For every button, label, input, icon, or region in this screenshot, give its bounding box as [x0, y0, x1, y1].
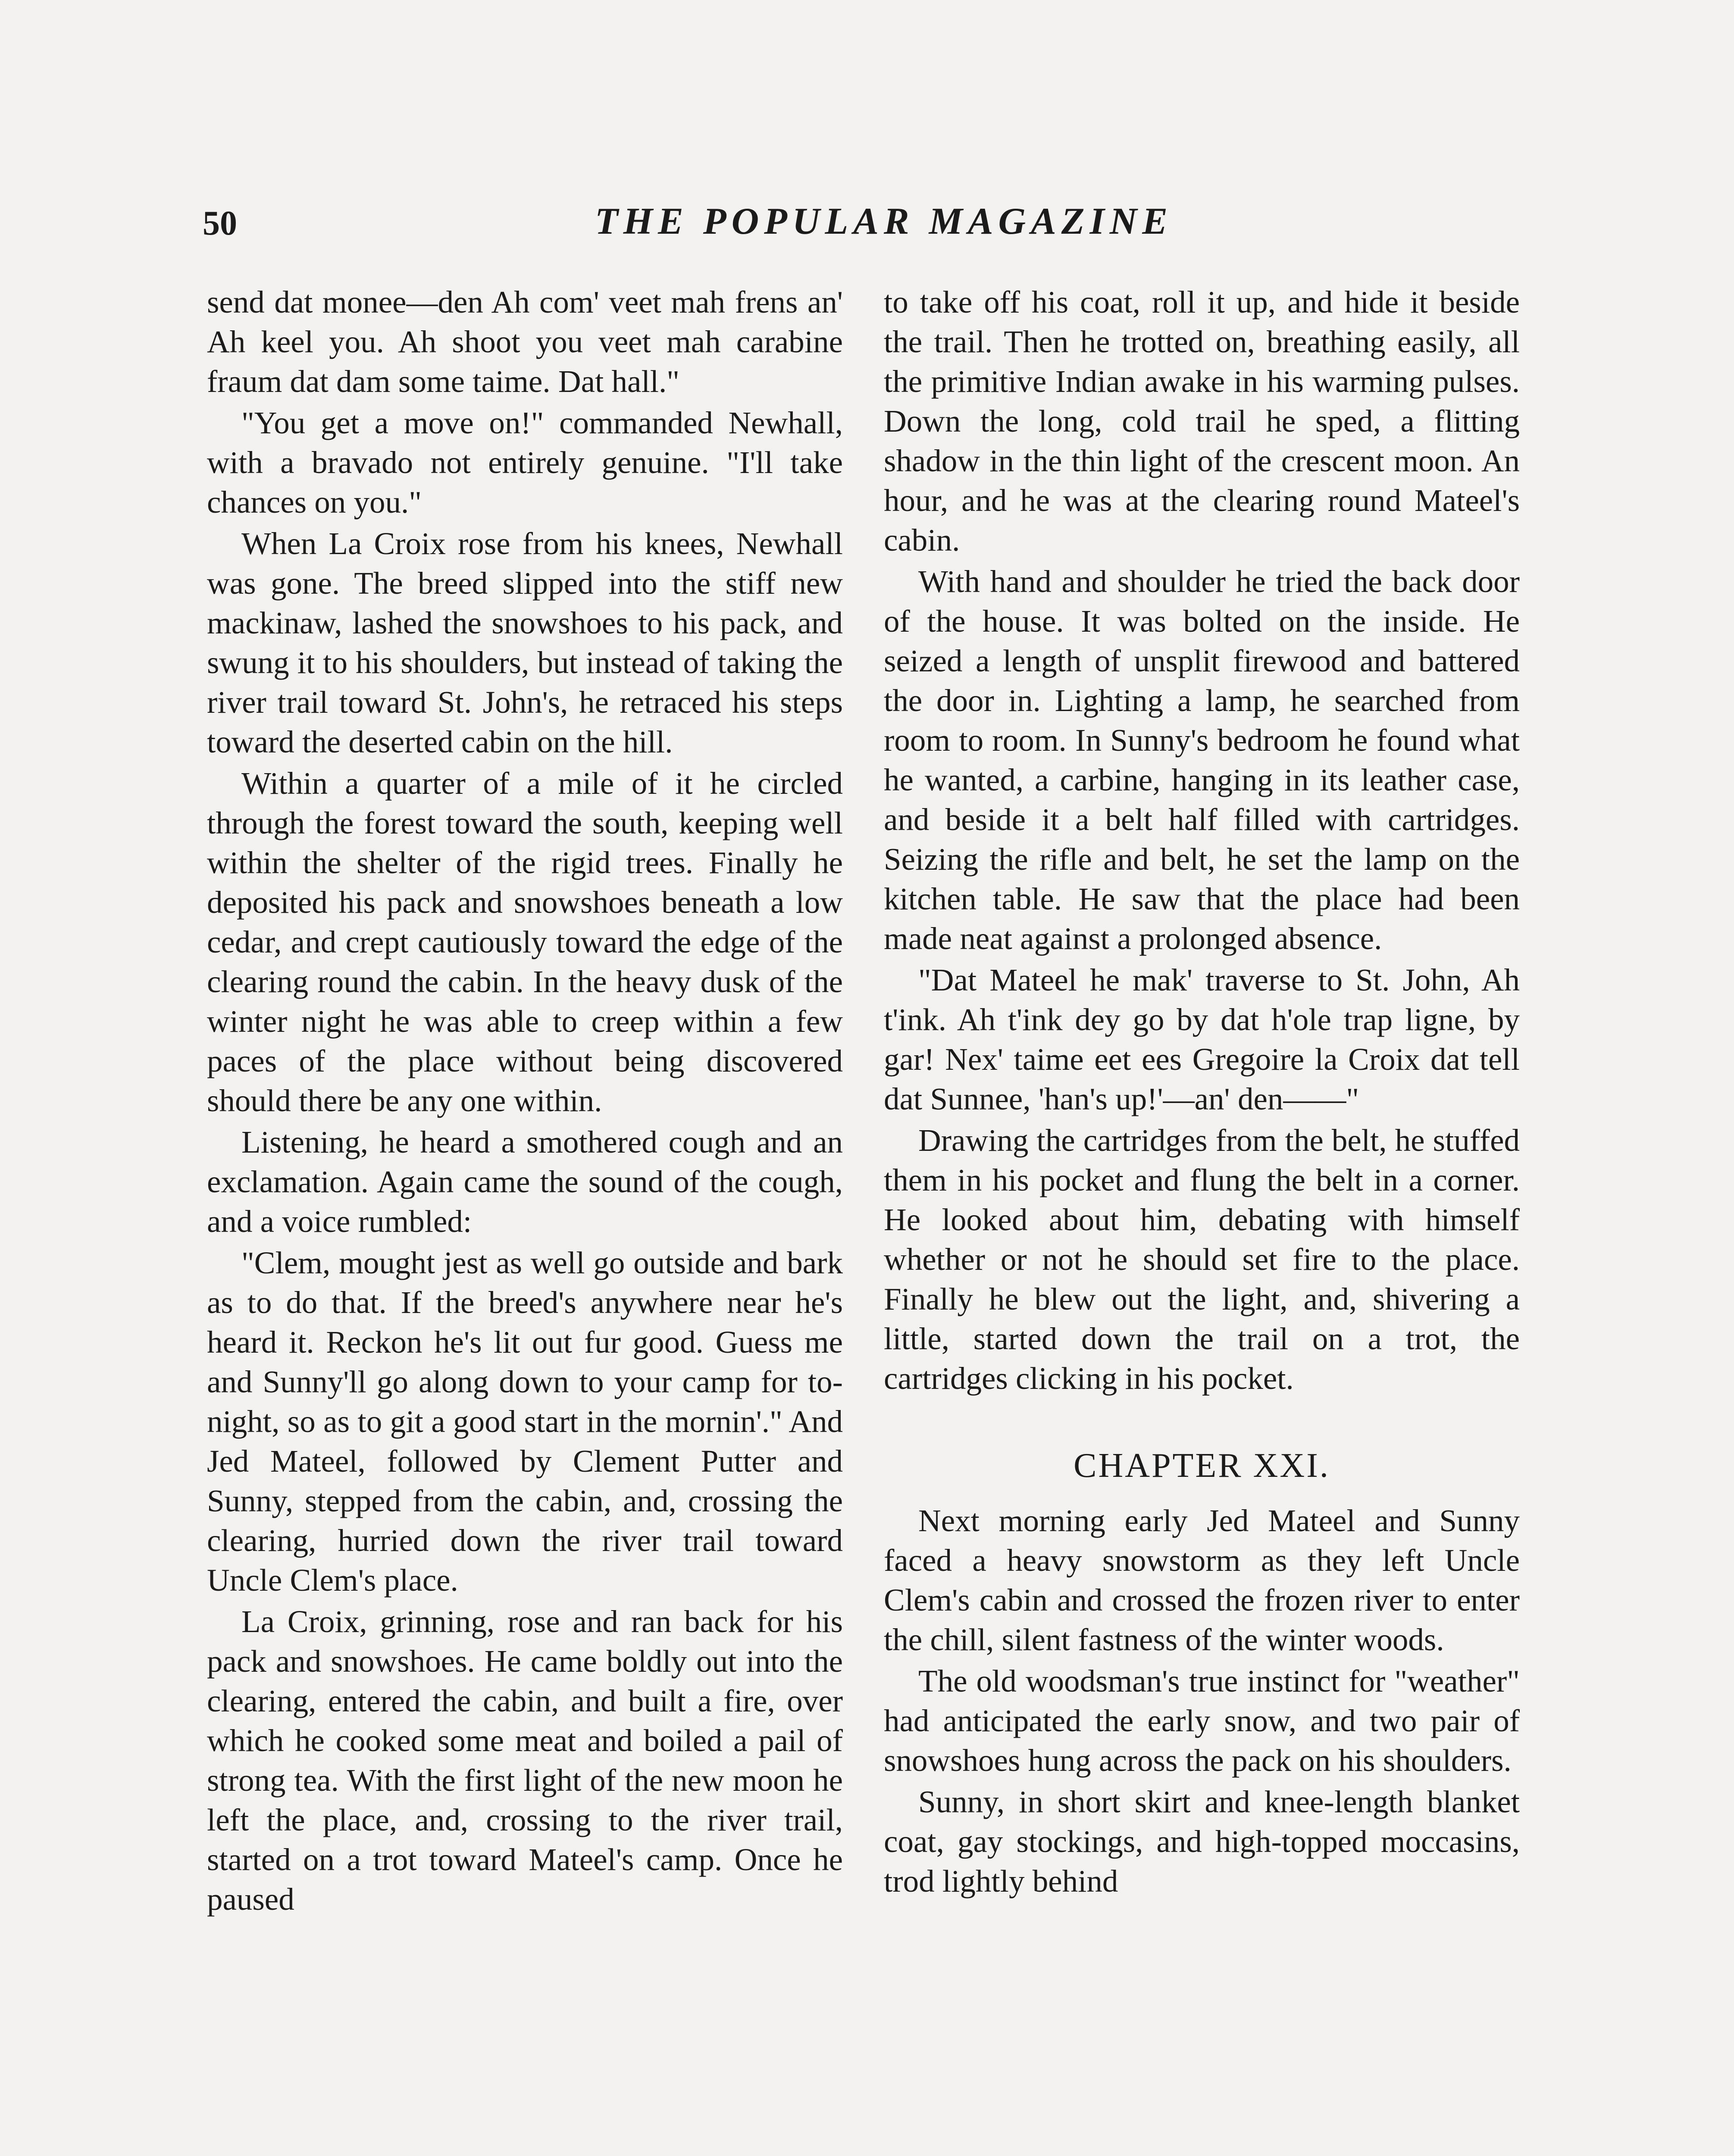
paragraph: The old woodsman's true instinct for "weather" had anticipated the early snow, and two pair of snowshoes hung across the pack on his shoulders.	[884, 1664, 1520, 1778]
paragraph: When La Croix rose from his knees, Newhall was gone. The breed slipped into the stiff new mackinaw, lashed the snowshoes to his pack, and swung it to his shoulders, but instead of taking the river trail toward St. John's, he retraced his steps toward the deserted cabin on the hill.	[207, 526, 843, 759]
paragraph: to take off his coat, roll it up, and hide it beside the trail. Then he trotted on, breathing easily, all the primitive Indian awake in his warming pulses. Down the long, cold trail he sped, a flitting shadow in the thin light of the crescent moon. An hour, and he was at the clearing round Mateel's cabin.	[884, 285, 1520, 558]
chapter-heading: CHAPTER XXI.	[1074, 1447, 1330, 1485]
right-column	[884, 282, 1520, 1901]
paragraph: Drawing the cartridges from the belt, he stuffed them in his pocket and flung the belt in a corner. He looked about him, debating with himself whether or not he should set fire to the place. Finally he blew out the light, and, shivering a little, started down the trail on a trot, the cartridges clicking in his pocket.	[884, 1123, 1520, 1396]
paragraph: "Dat Mateel he mak' traverse to St. John, Ah t'ink. Ah t'ink dey go by dat h'ole trap ligne, by gar! Nex' taime eet ees Gregoire la Croix dat tell dat Sunnee, 'han's up!'—an' den——"	[884, 962, 1520, 1116]
paragraph: Listening, he heard a smothered cough and an exclamation. Again came the sound of the cough, and a voice rumbled:	[207, 1125, 843, 1239]
paragraph: Next morning early Jed Mateel and Sunny faced a heavy snowstorm as they left Uncle Clem's cabin and crossed the frozen river to enter the chill, silent fastness of the winter woods.	[884, 1503, 1520, 1657]
paragraph: "Clem, mought jest as well go outside and bark as to do that. If the breed's anywhere near he's heard it. Reckon he's lit out fur good. Guess me and Sunny'll go along down to your camp for to-night, so as to git a good start in the mornin'." And Jed Mateel, followed by Clement Putter and Sunny, stepped from the cabin, and, crossing the clearing, hurried down the river trail toward Uncle Clem's place.	[207, 1245, 843, 1598]
page-number: 50	[203, 204, 237, 242]
paragraph: With hand and shoulder he tried the back door of the house. It was bolted on the inside. He seized a length of unsplit firewood and battered the door in. Lighting a lamp, he searched from room to room. In Sunny's bedroom he found what he wanted, a carbine, hanging in its leather case, and beside it a belt half filled with cartridges. Seizing the rifle and belt, he set the lamp on the kitchen table. He saw that the place had been made neat against a prolonged absence.	[884, 564, 1520, 956]
paragraph: La Croix, grinning, rose and ran back for his pack and snowshoes. He came boldly out into the clearing, entered the cabin, and built a fire, over which he cooked some meat and boiled a pail of strong tea. With the first light of the new moon he left the place, and, crossing to the river trail, started on a trot toward Mateel's camp. Once he paused	[207, 1604, 843, 1917]
paragraph: Within a quarter of a mile of it he circled through the forest toward the south, keeping well within the shelter of the rigid trees. Finally he deposited his pack and snowshoes beneath a low cedar, and crept cautiously toward the edge of the clearing round the cabin. In the heavy dusk of the winter night he was able to creep within a few paces of the place without being discovered should there be any one within.	[207, 766, 843, 1118]
paragraph: "You get a move on!" commanded Newhall, with a bravado not entirely genuine. "I'll take chances on you."	[207, 405, 843, 520]
paragraph: send dat monee—den Ah com' veet mah frens an' Ah keel you. Ah shoot you veet mah carabine fraum dat dam some taime. Dat hall."	[207, 285, 843, 399]
left-column	[207, 282, 843, 1919]
running-title: THE POPULAR MAGAZINE	[595, 201, 1173, 242]
paragraph: Sunny, in short skirt and knee-length blanket coat, gay stockings, and high-topped moccasins, trod lightly behind	[884, 1784, 1520, 1899]
